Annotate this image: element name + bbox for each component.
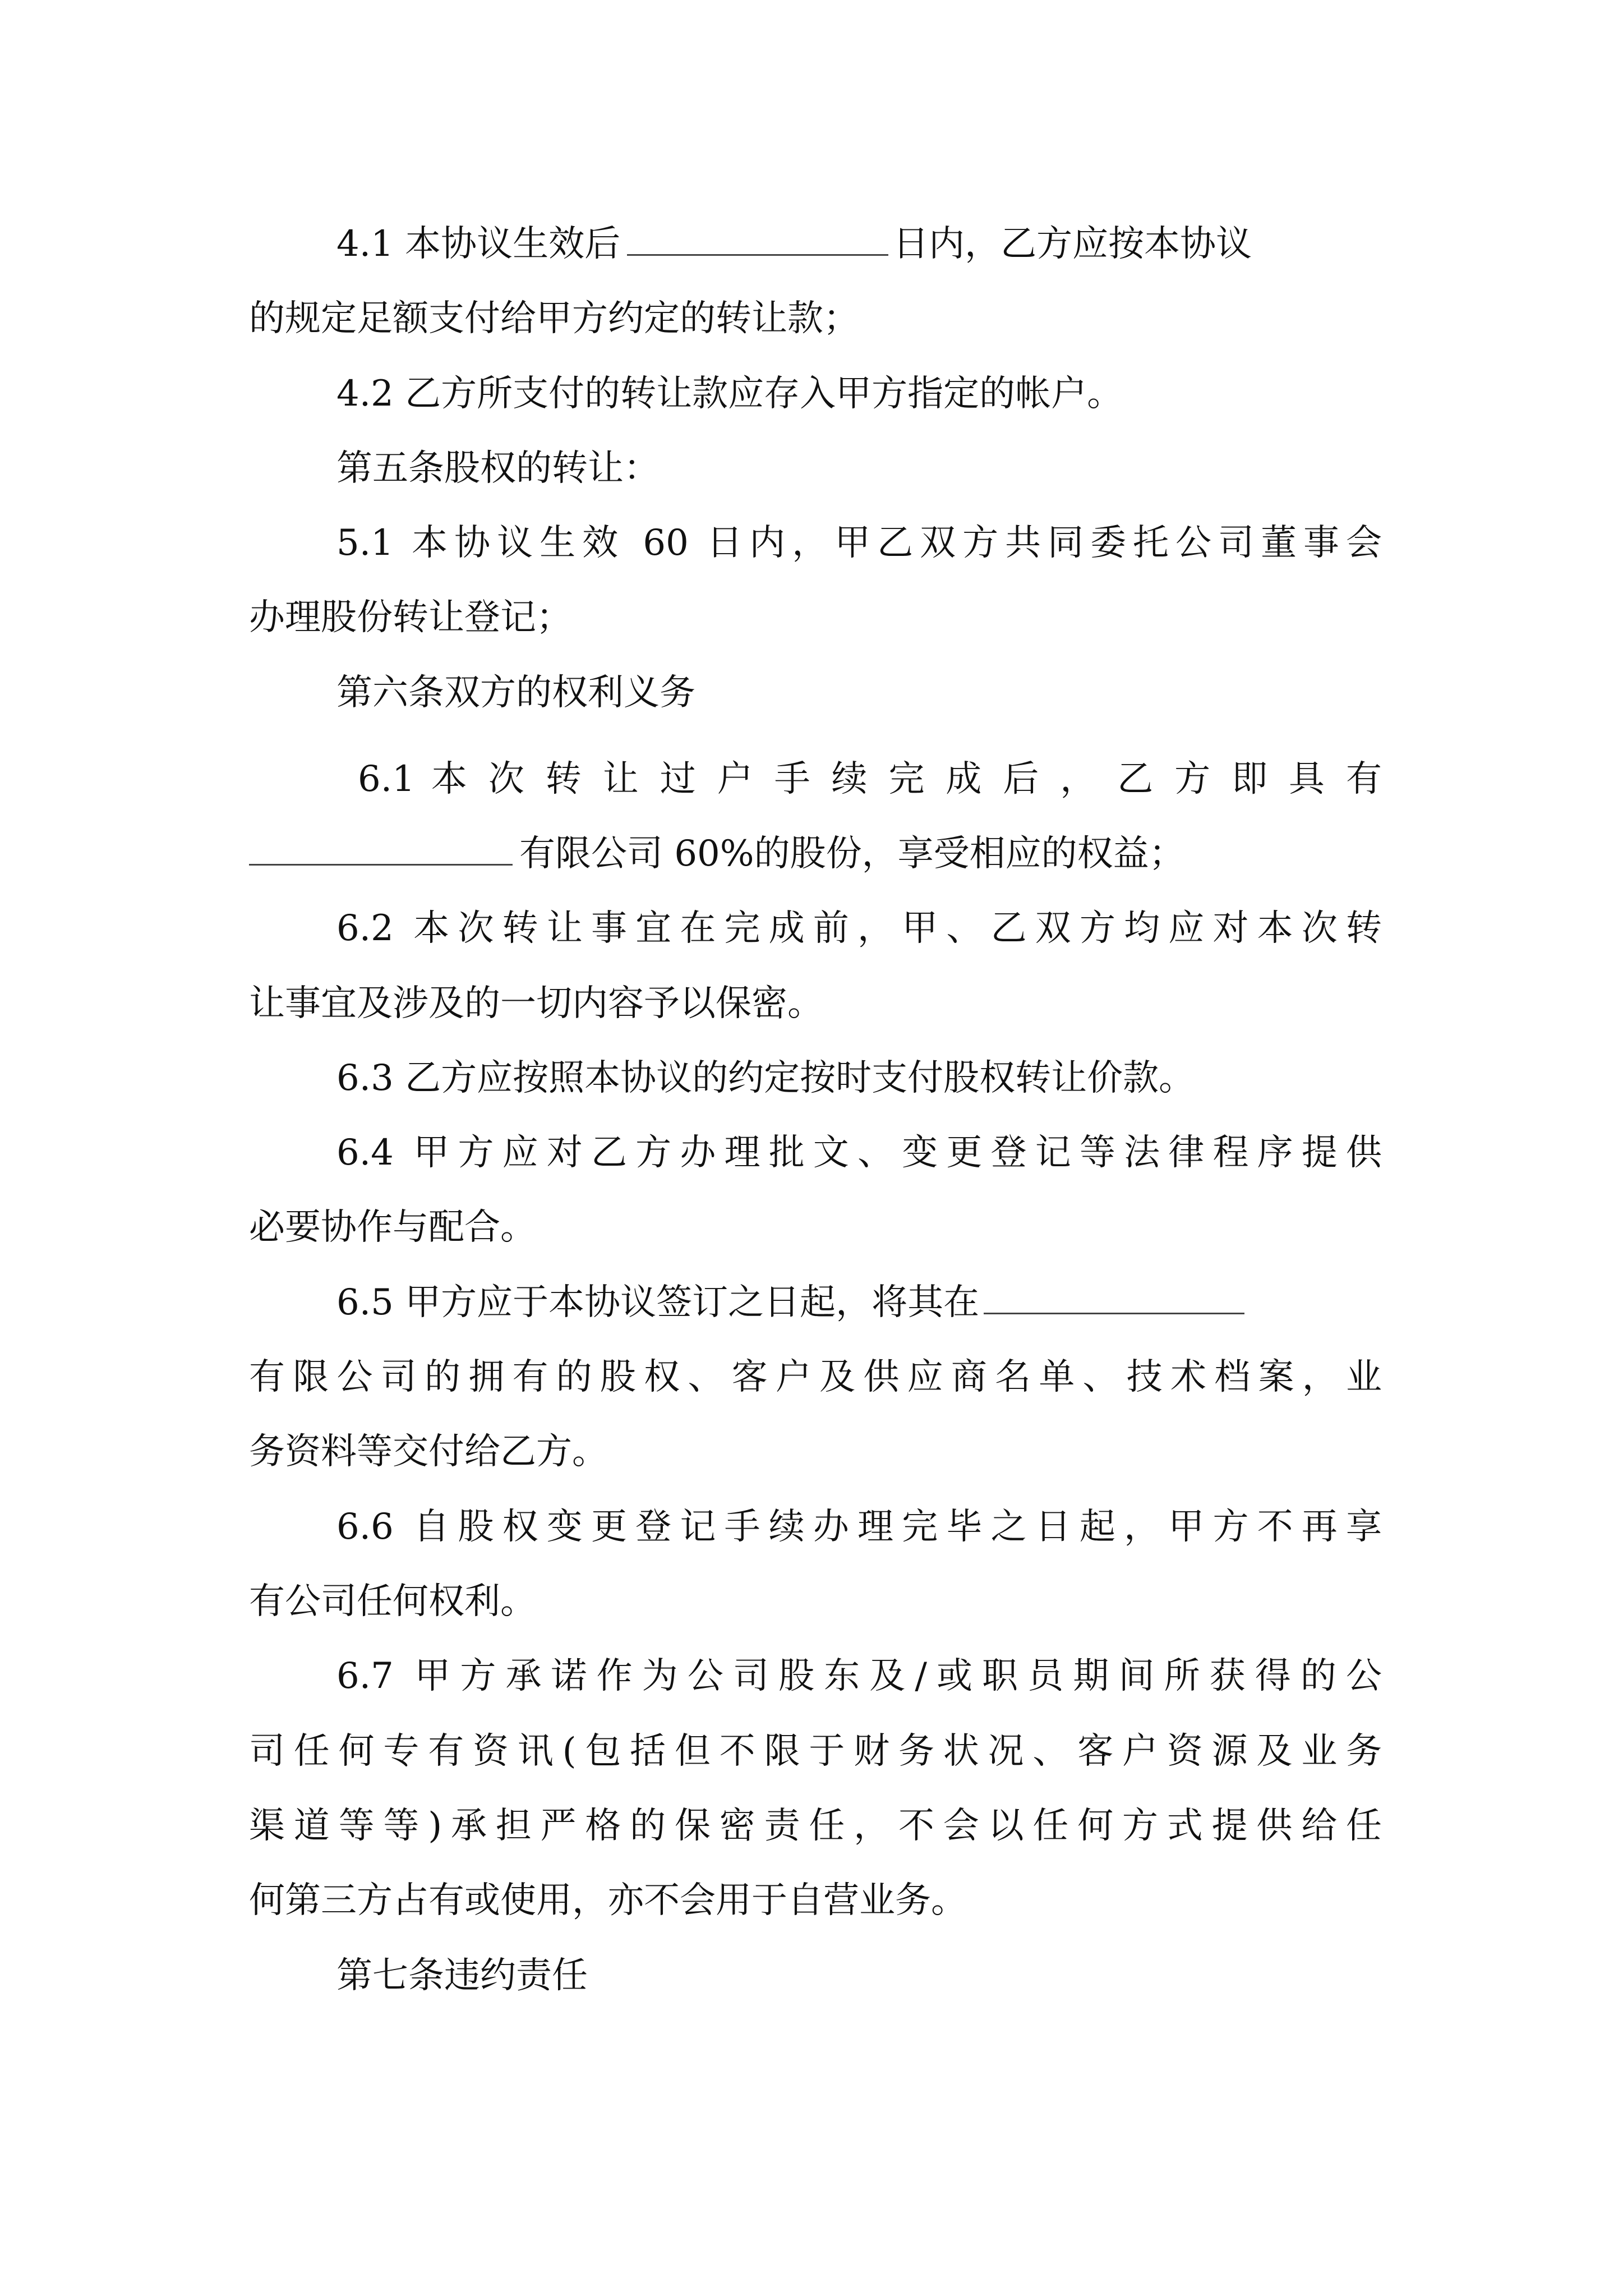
article-6-heading: 第六条双方的权利义务 [336,672,695,714]
clause-6-5-line-3: 务资料等交付给乙方。 [249,1431,608,1473]
clause-6-6-line-1: 6.6 自股权变更登记手续办理完毕之日起，甲方不再享 [336,1506,1382,1548]
clause-6-7-line-1: 6.7 甲方承诺作为公司股东及/或职员期间所获得的公 [336,1655,1382,1697]
clause-6-2-line-1: 6.2 本次转让事宜在完成前，甲、乙双方均应对本次转 [336,908,1382,949]
clause-6-7-line-4: 何第三方占有或使用，亦不会用于自营业务。 [249,1880,967,1921]
clause-text: 4.1 本协议生效后 [336,223,621,265]
clause-6-5-line-2: 有限公司的拥有的股权、客户及供应商名单、技术档案，业 [249,1356,1382,1398]
clause-6-4-line-1: 6.4 甲方应对乙方办理批文、变更登记等法律程序提供 [336,1132,1382,1174]
clause-5-1-line-2: 办理股份转让登记； [249,597,572,638]
article-5-heading: 第五条股权的转让： [336,448,660,489]
clause-6-7-line-2: 司任何专有资讯(包括但不限于财务状况、客户资源及业务 [249,1731,1382,1772]
clause-4-1-line-1 [336,210,1382,278]
clause-4-1-line-2: 的规定足额支付给甲方约定的转让款； [249,298,859,339]
clause-6-6-line-2: 有公司任何权利。 [249,1581,536,1622]
clause-6-3: 6.3 乙方应按照本协议的约定按时支付股权转让价款。 [336,1057,1195,1099]
clause-6-1-line-1: 6.1 本 次 转 让 过 户 手 续 完 成 后 ， 乙 方 即 具 有 [358,758,1382,800]
clause-text: 有限公司 60%的股份，享受相应的权益； [519,833,1185,875]
clause-text: 日内，乙方应按本协议 [893,223,1252,265]
clause-6-5-line-1 [336,1269,1382,1336]
clause-6-1-line-2 [249,820,1382,887]
clause-text: 6.5 甲方应于本协议签订之日起，将其在 [336,1282,980,1323]
clause-6-2-line-2: 让事宜及涉及的一切内容予以保密。 [249,983,823,1024]
clause-6-4-line-2: 必要协作与配合。 [249,1207,536,1248]
clause-4-2: 4.2 乙方所支付的转让款应存入甲方指定的帐户。 [336,373,1123,415]
blank-field-days [627,223,888,256]
clause-5-1-line-1: 5.1 本协议生效 60 日内，甲乙双方共同委托公司董事会 [336,522,1382,564]
clause-6-7-line-3: 渠道等等)承担严格的保密责任，不会以任何方式提供给任 [249,1805,1382,1847]
article-7-heading: 第七条违约责任 [336,1955,588,1996]
blank-field-company [984,1281,1244,1314]
blank-field-company [249,832,513,866]
